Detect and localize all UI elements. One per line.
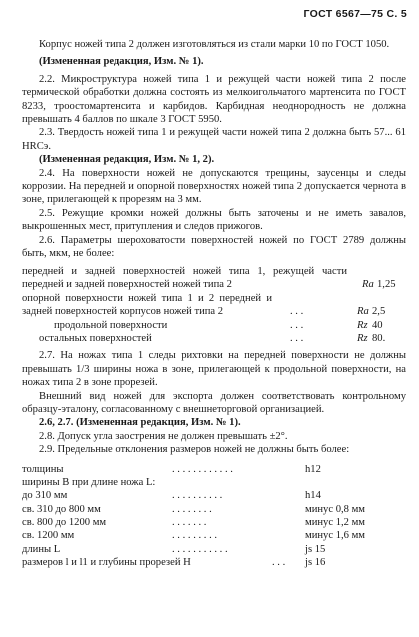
paragraph-steel-grade: Корпус ножей типа 2 должен изготовляться из стали марки 10 по ГОСТ 1050.: [39, 39, 390, 50]
paragraph-2-6-roughness: 2.6. Параметры шероховатости поверхностей ножей по ГОСТ 2789 должны быть, мкм, не более:: [22, 234, 406, 260]
paragraph-2-9-dimension-deviations: 2.9. Предельные отклонения размеров ножей не должны быть более:: [39, 444, 350, 456]
roughness-label: передней и задней поверхностей ножей типа 1, режущей части передней и задней поверхностей ножей типа 2: [22, 265, 347, 290]
paragraph-2-8-angle-tolerance: 2.8. Допуск угла заострения не должен превышать ±2°.: [39, 430, 288, 442]
dot-leader: . . . . . . . . . . . .: [172, 463, 233, 475]
tolerance-row: [22, 516, 406, 529]
roughness-row: [22, 319, 406, 332]
tolerance-row: [22, 529, 406, 542]
amendment-note-1: (Измененная редакция, Изм. № 1).: [39, 56, 204, 68]
dot-leader: . . . . . . . . .: [172, 530, 218, 542]
dot-leader: . . .: [290, 319, 304, 331]
roughness-parameter: Rz: [357, 332, 368, 344]
tolerance-label: размеров l и l1 и глубины прорезей Н: [22, 557, 191, 569]
paragraph-2-4-surface-defects: 2.4. На поверхности ножей не допускаются трещины, заусенцы и следы коррозии. На передней и опорной поверхностях ножей типа 2 допускается чернота в зоне, прилегающей к прорезям на 3 мм.: [22, 167, 406, 206]
dot-leader: . . . . . . .: [172, 517, 207, 529]
dot-leader: . . . . . . . .: [172, 503, 212, 515]
roughness-value: 40: [372, 319, 383, 331]
dot-leader: . . .: [290, 332, 304, 344]
tolerance-row: [22, 556, 406, 569]
tolerance-value: h12: [305, 463, 321, 475]
tolerance-row: [22, 489, 406, 502]
tolerance-label: толщины: [22, 463, 64, 475]
amendment-note-3: 2.6, 2.7. (Измененная редакция, Изм. № 1).: [39, 417, 241, 429]
paragraph-2-2-microstructure: 2.2. Микроструктура ножей типа 1 и режущей части ножей типа 2 после термической обработки должна состоять из мелкоигольчатого мартенсита по ГОСТ 8233, троостомартенсита и карбидов. Карбидная неоднородность не должна превышать 4 баллов по шкале 3 ГОСТ 5950.: [22, 73, 406, 126]
tolerance-row: [22, 543, 406, 556]
roughness-row: [22, 292, 406, 319]
roughness-value: 2,5: [372, 305, 386, 317]
document-body: [22, 38, 406, 570]
tolerance-label: св. 800 до 1200 мм: [22, 517, 107, 529]
dot-leader: . . .: [272, 557, 286, 569]
roughness-parameter: Ra: [357, 305, 369, 317]
roughness-parameter: Rz: [357, 319, 368, 331]
tolerance-row: [22, 476, 406, 489]
dot-leader: . . .: [290, 305, 304, 317]
page-header: ГОСТ 6567—75 С. 5: [303, 8, 407, 20]
tolerance-label: св. 310 до 800 мм: [22, 503, 101, 515]
tolerance-value: js 16: [305, 557, 326, 569]
tolerance-label: ширины В при длине ножа L:: [22, 476, 156, 488]
roughness-label: продольной поверхности: [54, 319, 168, 331]
tolerance-value: js 15: [305, 543, 326, 555]
roughness-label: опорной поверхности ножей типа 1 и 2 передней и задней поверхностей корпусов ножей типа 2: [22, 292, 272, 317]
paragraph-2-3-hardness: 2.3. Твердость ножей типа 1 и режущей части ножей типа 2 должна быть 57... 61 HRCэ.: [22, 127, 406, 152]
dot-leader: . . . . . . . . . .: [172, 490, 223, 502]
tolerance-value: минус 0,8 мм: [305, 503, 365, 515]
tolerance-label: св. 1200 мм: [22, 530, 75, 542]
roughness-value: 1,25: [377, 278, 396, 290]
roughness-list: [22, 265, 406, 346]
tolerance-row: [22, 463, 406, 476]
roughness-row: [22, 265, 406, 292]
roughness-value: 80.: [372, 332, 386, 344]
roughness-row: [22, 332, 406, 345]
paragraph-2-5-cutting-edges: 2.5. Режущие кромки ножей должны быть заточены и не иметь завалов, выкрошенных мест, притупления и следов прижогов.: [22, 207, 406, 233]
tolerance-row: [22, 503, 406, 516]
paragraph-2-7-straightening-marks: 2.7. На ножах типа 1 следы рихтовки на передней поверхности не должны превышать 1/3 ширины ножа в зоне, прилегающей к продольной поверхности, на ножах типа 2 в зоне прорезей.: [22, 350, 406, 389]
tolerance-value: h14: [305, 490, 321, 502]
roughness-label: остальных поверхностей: [39, 332, 152, 344]
tolerance-label: длины L: [22, 543, 61, 555]
roughness-parameter: Ra: [362, 278, 374, 290]
tolerance-list: [22, 463, 406, 570]
amendment-note-2: (Измененная редакция, Изм. № 1, 2).: [39, 154, 215, 166]
dot-leader: . . . . . . . . . . .: [172, 543, 228, 555]
tolerance-value: минус 1,2 мм: [305, 517, 365, 529]
paragraph-export-appearance: Внешний вид ножей для экспорта должен соответствовать контрольному образцу-эталону, согласованному с внешнеторговой организацией.: [22, 390, 406, 415]
tolerance-value: минус 1,6 мм: [305, 530, 365, 542]
tolerance-label: до 310 мм: [22, 490, 68, 502]
